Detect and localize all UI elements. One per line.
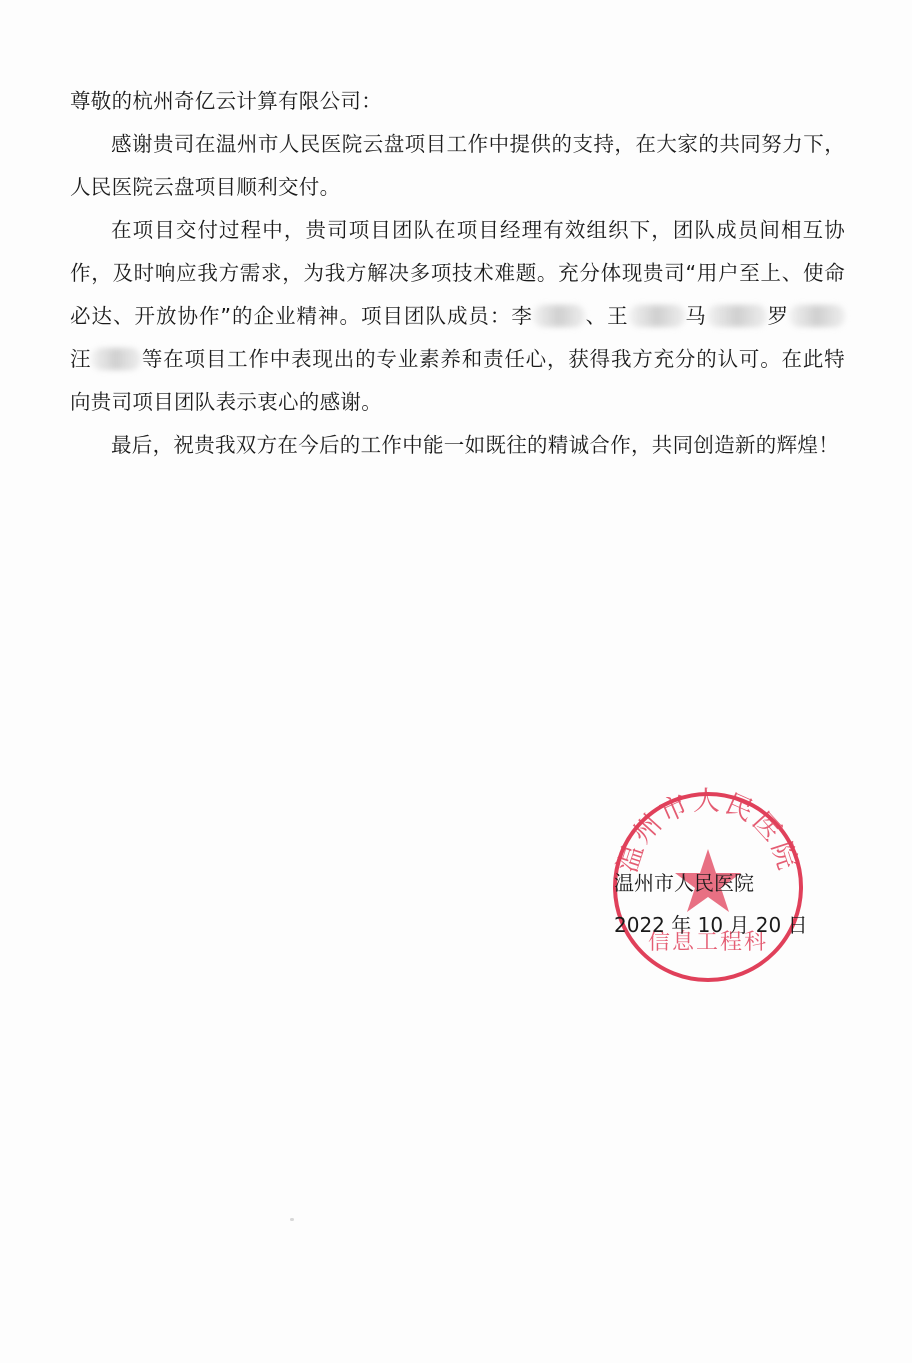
member-name-1: 李: [511, 304, 533, 328]
member-name-6: 汪: [70, 347, 92, 371]
scan-speck: [290, 1218, 294, 1221]
paragraph-team: [70, 209, 845, 424]
redacted-name: [629, 305, 685, 327]
paragraph-closing: 最后，祝贵我双方在今后的工作中能一如既往的精诚合作，共同创造新的辉煌！: [111, 433, 839, 457]
greeting: 尊敬的杭州奇亿云计算有限公司：: [70, 89, 382, 113]
signature-block: [614, 862, 854, 946]
paragraph-team-outro: 等在项目工作中表现出的专业素养和责任心，获得我方充分的认可。在此特向贵司项目团队表示衷心的感谢。: [70, 347, 845, 414]
seal-top-text: 温州市人民医院: [612, 787, 804, 877]
paragraph-thanks: 感谢贵司在温州市人民医院云盘项目工作中提供的支持，在大家的共同努力下，人民医院云盘项目顺利交付。: [70, 132, 845, 199]
redacted-name: [91, 348, 141, 370]
seal-bottom-text: 信息工程科: [647, 930, 769, 955]
member-name-3: 马: [684, 304, 707, 328]
redacted-name: [533, 305, 585, 327]
redacted-name: [789, 305, 845, 327]
letter-body: [70, 80, 845, 467]
name-separator: 、: [584, 304, 608, 328]
signature-date: 2022 年 10 月 20 日: [614, 913, 808, 937]
signature-organization: 温州市人民医院: [614, 871, 754, 895]
redacted-name: [707, 305, 767, 327]
paragraph-team-intro: 在项目交付过程中，贵司项目团队在项目经理有效组织下，团队成员间相互协作，及时响应我方需求，为我方解决多项技术难题。充分体现贵司“用户至上、使命必达、开放协作”的企业精神。项目团队成员：: [70, 218, 845, 328]
member-name-4: 罗: [766, 304, 789, 328]
member-name-2: 王: [607, 304, 629, 328]
